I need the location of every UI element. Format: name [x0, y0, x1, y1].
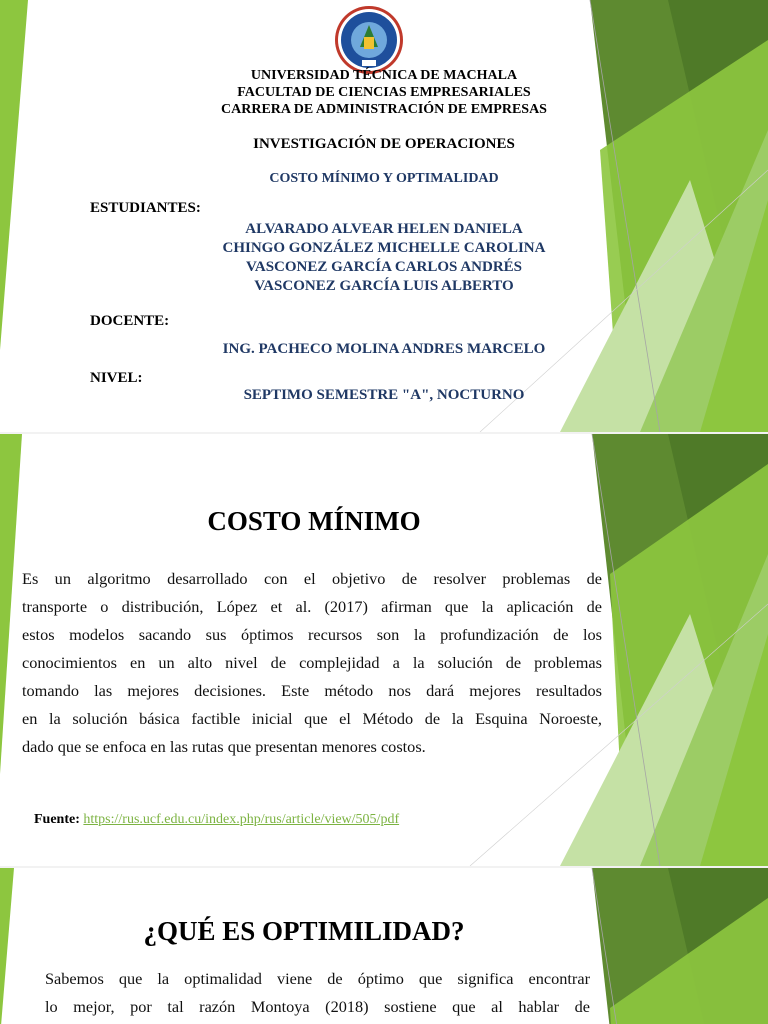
paragraph-line: Es un algoritmo desarrollado con el objetivo de resolver problemas de [22, 569, 602, 588]
paragraph-line: Sabemos que la optimalidad viene de óptimo que significa encontrar [45, 969, 590, 988]
level-label: NIVEL: [90, 370, 143, 386]
optimalidad-slide [0, 868, 768, 1024]
paragraph-line: dado que se enfoca en las rutas que presentan menores costos. [22, 737, 426, 756]
paragraph-line: lo mejor, por tal razón Montoya (2018) sostiene que al hablar de [45, 997, 590, 1016]
student-name: ALVARADO ALVEAR HELEN DANIELA [245, 221, 523, 237]
paragraph-line: conocimientos en un alto nivel de complejidad a la solución de problemas [22, 653, 602, 672]
topic-title: COSTO MÍNIMO Y OPTIMALIDAD [269, 171, 499, 186]
paragraph-line: estos modelos sacando sus óptimos recursos son la profundización de los [22, 625, 602, 644]
costo-minimo-slide [0, 434, 768, 866]
source-link[interactable]: https://rus.ucf.edu.cu/index.php/rus/article/view/505/pdf [83, 812, 400, 827]
source-line [34, 812, 399, 828]
student-name: VASCONEZ GARCÍA LUIS ALBERTO [254, 278, 514, 294]
teacher-label: DOCENTE: [90, 313, 170, 329]
source-label: Fuente: [34, 812, 80, 827]
university-seal-logo [334, 5, 404, 75]
student-name: VASCONEZ GARCÍA CARLOS ANDRÉS [245, 259, 523, 275]
career-name: CARRERA DE ADMINISTRACIÓN DE EMPRESAS [221, 102, 547, 117]
paragraph-line: en la solución básica factible inicial que el Método de la Esquina Noroeste, [22, 709, 602, 728]
teacher-name: ING. PACHECO MOLINA ANDRES MARCELO [222, 341, 546, 357]
paragraph-line: transporte o distribución, López et al. (2017) afirman que la aplicación de [22, 597, 602, 616]
slide-title: ¿QUÉ ES OPTIMILIDAD? [143, 916, 465, 946]
faculty-name: FACULTAD DE CIENCIAS EMPRESARIALES [237, 85, 531, 100]
description-paragraph [22, 565, 602, 761]
title-slide [0, 0, 768, 432]
description-paragraph [45, 965, 590, 1021]
students-label: ESTUDIANTES: [90, 200, 201, 216]
level-value: SEPTIMO SEMESTRE "A", NOCTURNO [243, 387, 525, 403]
university-name: UNIVERSIDAD TÉCNICA DE MACHALA [250, 68, 518, 83]
subject-name: INVESTIGACIÓN DE OPERACIONES [253, 136, 515, 152]
student-name: CHINGO GONZÁLEZ MICHELLE CAROLINA [222, 240, 546, 256]
paragraph-line: tomando las mejores decisiones. Este método nos dará mejores resultados [22, 681, 602, 700]
slide-title: COSTO MÍNIMO [207, 506, 421, 536]
